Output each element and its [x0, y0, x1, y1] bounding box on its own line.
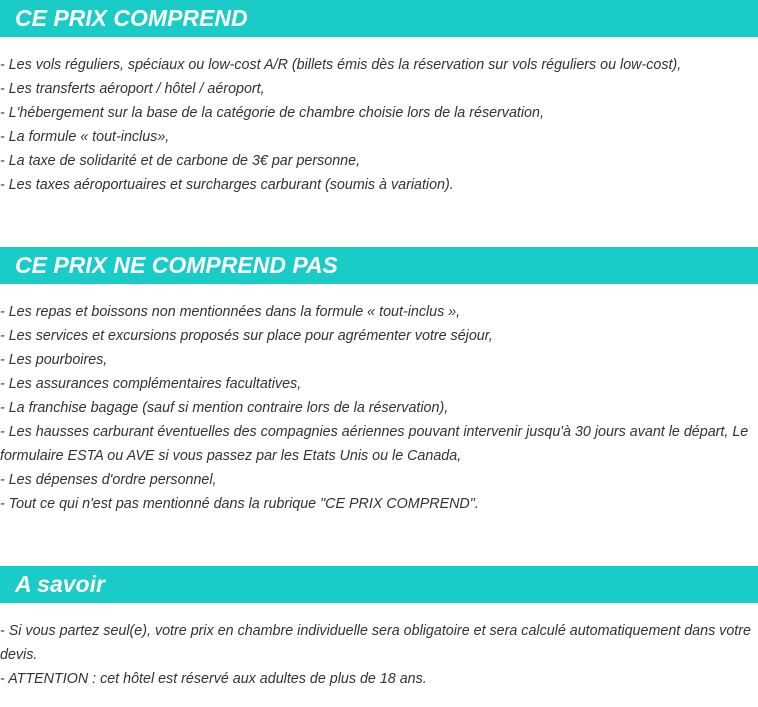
list-item: - Si vous partez seul(e), votre prix en chambre individuelle sera obligatoire et sera calculé automatiquement dans votre devis. — [0, 623, 751, 663]
list-item: - Les taxes aéroportuaires et surcharges carburant (soumis à variation). — [0, 177, 454, 193]
section-body-ce-prix-comprend — [0, 53, 758, 197]
section-body-ce-prix-ne-comprend-pas — [0, 300, 758, 516]
list-item: - La formule « tout-inclus», — [0, 129, 170, 145]
list-item: - Les repas et boissons non mentionnées dans la formule « tout-inclus », — [0, 304, 461, 320]
list-item: - La franchise bagage (sauf si mention contraire lors de la réservation), — [0, 400, 449, 416]
list-item: - ATTENTION : cet hôtel est réservé aux adultes de plus de 18 ans. — [0, 671, 427, 687]
list-item: - Tout ce qui n'est pas mentionné dans la rubrique "CE PRIX COMPREND". — [0, 496, 479, 512]
list-item: - Les pourboires, — [0, 352, 108, 368]
section-body-a-savoir — [0, 619, 758, 691]
list-item: - Les transferts aéroport / hôtel / aéroport, — [0, 81, 265, 97]
list-item: - Les dépenses d'ordre personnel, — [0, 472, 217, 488]
list-item: - Les hausses carburant éventuelles des compagnies aériennes pouvant intervenir jusqu'à 30 jours avant le départ, Le formulaire ESTA ou AVE si vous passez par les Etats Unis ou le Canada, — [0, 424, 749, 464]
list-item: - Les services et excursions proposés sur place pour agrémenter votre séjour, — [0, 328, 493, 344]
list-item: - La taxe de solidarité et de carbone de 3€ par personne, — [0, 153, 361, 169]
section-header-ce-prix-ne-comprend-pas: CE PRIX NE COMPREND PAS — [0, 247, 758, 284]
section-header-ce-prix-comprend: CE PRIX COMPREND — [0, 0, 758, 37]
list-item: - Les vols réguliers, spéciaux ou low-cost A/R (billets émis dès la réservation sur vols réguliers ou low-cost), — [0, 57, 682, 73]
list-item: - L'hébergement sur la base de la catégorie de chambre choisie lors de la réservation, — [0, 105, 544, 121]
list-item: - Les assurances complémentaires facultatives, — [0, 376, 302, 392]
section-header-a-savoir: A savoir — [0, 566, 758, 603]
